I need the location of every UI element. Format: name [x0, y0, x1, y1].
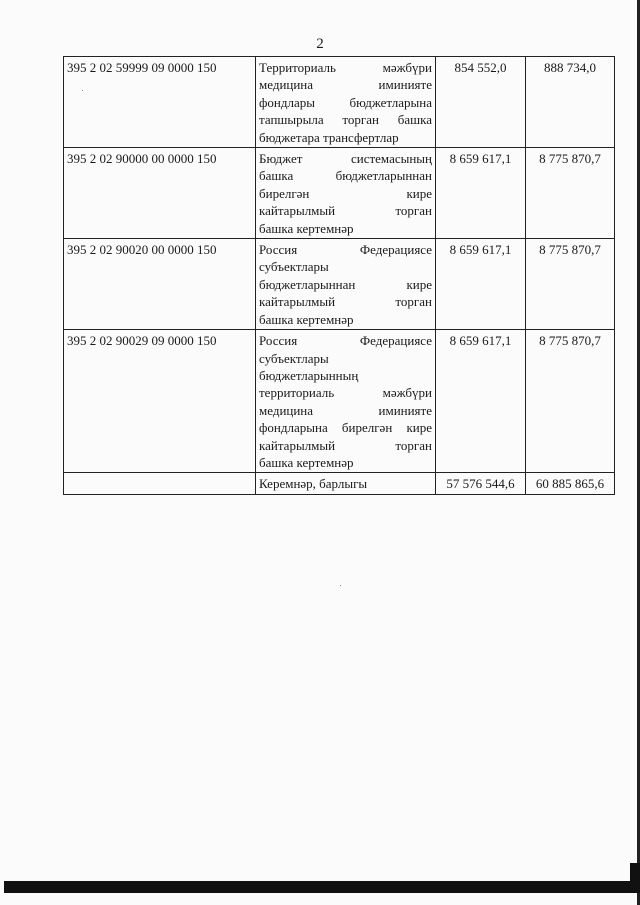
- table-row: [64, 57, 615, 148]
- row-name-line: территориаль мәжбүри: [259, 385, 432, 401]
- row-value-2: 888 734,0: [526, 57, 615, 148]
- row-value-2: 8 775 870,7: [526, 148, 615, 239]
- scan-edge-bottom: [4, 881, 640, 893]
- row-code: 395 2 02 90020 00 0000 150: [64, 239, 256, 330]
- budget-table: [63, 56, 615, 495]
- scan-speck: [82, 90, 83, 91]
- row-name-line: кайтарылмый торган: [259, 203, 432, 219]
- scan-speck: [340, 585, 341, 586]
- row-name-line: Россия Федерациясе: [259, 333, 432, 349]
- row-name-line: башка кертемнәр: [259, 220, 354, 236]
- row-name-line: Территориаль мәжбүри: [259, 60, 432, 75]
- row-name-line: тапшырыла торган башка: [259, 112, 432, 128]
- table-row: [64, 148, 615, 239]
- row-value-1: 854 552,0: [436, 57, 526, 148]
- row-name-line: фондлары бюджетларына: [259, 94, 432, 110]
- table-row: [64, 239, 615, 330]
- table-row: [64, 330, 615, 473]
- row-name-line: субъектлары: [259, 350, 329, 366]
- row-code: 395 2 02 90000 00 0000 150: [64, 148, 256, 239]
- total-value-1: 57 576 544,6: [436, 473, 526, 494]
- row-value-1: 8 659 617,1: [436, 148, 526, 239]
- row-value-2: 8 775 870,7: [526, 239, 615, 330]
- row-value-2: 8 775 870,7: [526, 330, 615, 473]
- row-value-1: 8 659 617,1: [436, 330, 526, 473]
- row-name: [256, 330, 436, 473]
- total-label: Керемнәр, барлыгы: [256, 473, 436, 494]
- row-name: [256, 57, 436, 148]
- row-name-line: субъектлары: [259, 259, 329, 275]
- row-name: [256, 239, 436, 330]
- total-value-2: 60 885 865,6: [526, 473, 615, 494]
- row-name-line: башка кертемнәр: [259, 311, 354, 327]
- row-name-line: бирелгән кире: [259, 185, 432, 201]
- row-code: 395 2 02 90029 09 0000 150: [64, 330, 256, 473]
- row-name-line: бюджетларынның: [259, 367, 359, 383]
- row-name: [256, 148, 436, 239]
- row-code: 395 2 02 59999 09 0000 150: [64, 57, 256, 148]
- row-name-line: Бюджет системасының: [259, 151, 432, 167]
- budget-table-body: [64, 57, 615, 495]
- row-name-line: бюджетара трансфертлар: [259, 129, 399, 145]
- row-name-line: башка кертемнәр: [259, 454, 354, 470]
- row-name-line: кайтарылмый торган: [259, 294, 432, 310]
- row-name-line: медицина иминияте: [259, 402, 432, 418]
- row-name-line: башка бюджетларыннан: [259, 168, 432, 184]
- row-name-line: фондларына бирелгән кире: [259, 420, 432, 436]
- total-code: [64, 473, 256, 494]
- row-name-line: кайтарылмый торган: [259, 437, 432, 453]
- row-value-1: 8 659 617,1: [436, 239, 526, 330]
- total-row: [64, 473, 615, 494]
- row-name-line: бюджетларыннан кире: [259, 276, 432, 292]
- row-name-line: медицина иминияте: [259, 77, 432, 93]
- page-number: 2: [316, 36, 324, 52]
- row-name-line: Россия Федерациясе: [259, 242, 432, 258]
